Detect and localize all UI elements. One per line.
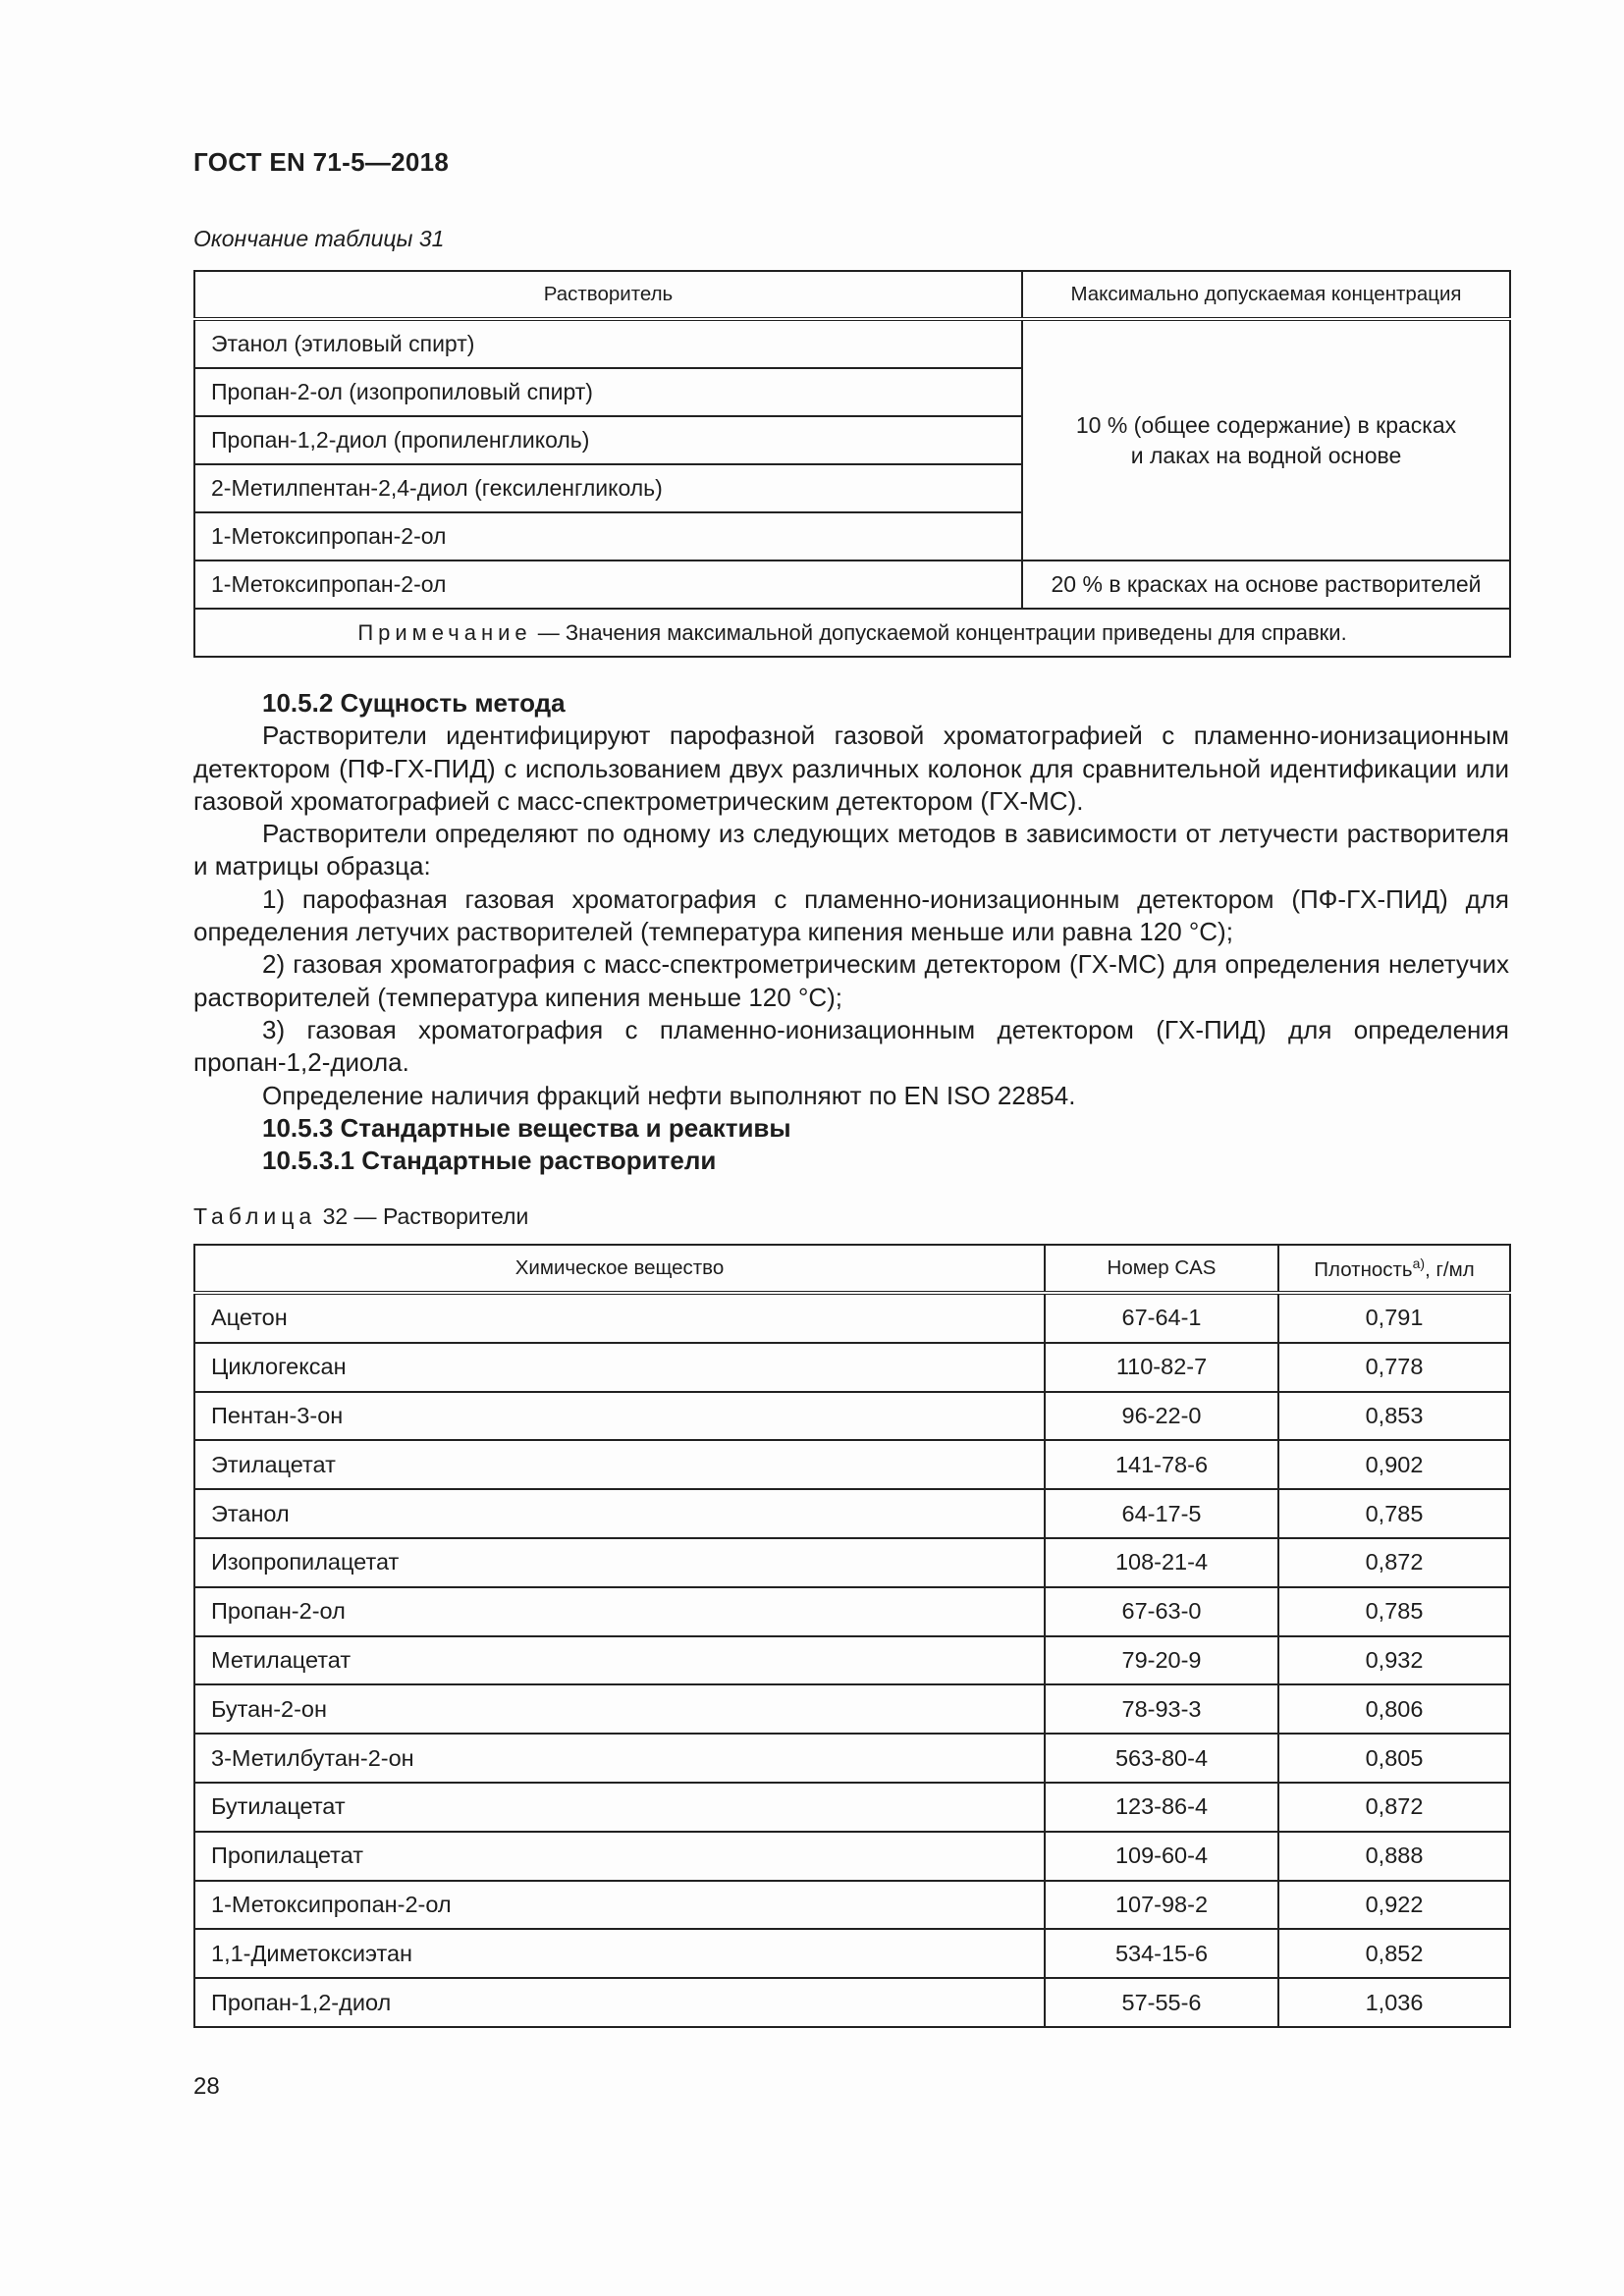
density-cell: 0,872: [1278, 1783, 1510, 1832]
table-row: [194, 1684, 1510, 1734]
cas-cell: 78-93-3: [1045, 1684, 1278, 1734]
section-heading: 10.5.3 Стандартные вещества и реактивы: [262, 1112, 791, 1143]
density-cell: 0,852: [1278, 1929, 1510, 1978]
table-note-row: [194, 609, 1510, 657]
table-row: [194, 1783, 1510, 1832]
solvent-cell: Этанол (этиловый спирт): [194, 319, 1022, 368]
substance-cell: Этанол: [194, 1489, 1045, 1538]
paragraph: Определение наличия фракций нефти выполняют по EN ISO 22854.: [262, 1080, 1076, 1110]
density-cell: 0,932: [1278, 1636, 1510, 1685]
table32-header-row: [194, 1245, 1510, 1293]
list-item: 3) газовая хроматография с пламенно-ионизационным детектором (ГХ-ПИД) для определения пропан-1,2-диола.: [193, 1014, 1509, 1078]
section-heading: 10.5.3.1 Стандартные растворители: [262, 1146, 717, 1176]
density-label: Плотность: [1314, 1257, 1413, 1281]
density-cell: 0,785: [1278, 1587, 1510, 1636]
substance-cell: Пропилацетат: [194, 1832, 1045, 1881]
table-row: [194, 1343, 1510, 1392]
cas-cell: 107-98-2: [1045, 1881, 1278, 1930]
solvent-cell: Пропан-1,2-диол (пропиленгликоль): [194, 416, 1022, 464]
density-cell: 0,902: [1278, 1440, 1510, 1489]
table-31: [193, 270, 1511, 658]
substance-cell: Пропан-2-ол: [194, 1587, 1045, 1636]
cas-cell: 109-60-4: [1045, 1832, 1278, 1881]
concentration-cell: [1022, 319, 1510, 561]
header-density: [1278, 1245, 1510, 1293]
page-number: 28: [193, 2073, 220, 2100]
cas-cell: 123-86-4: [1045, 1783, 1278, 1832]
substance-cell: 3-Метилбутан-2-он: [194, 1734, 1045, 1783]
table-row: [194, 1929, 1510, 1978]
table-row: [194, 1489, 1510, 1538]
density-cell: 0,791: [1278, 1293, 1510, 1343]
cas-cell: 64-17-5: [1045, 1489, 1278, 1538]
substance-cell: Пропан-1,2-диол: [194, 1978, 1045, 2027]
table-row: [194, 1538, 1510, 1587]
body-text: [193, 687, 1509, 1177]
caption-title: 32 — Растворители: [316, 1203, 529, 1229]
paragraph: Растворители определяют по одному из следующих методов в зависимости от летучести растворителя и матрицы образца:: [193, 819, 1509, 881]
solvent-cell: 1-Метоксипропан-2-ол: [194, 561, 1022, 609]
cas-cell: 67-63-0: [1045, 1587, 1278, 1636]
caption-label: Таблица: [193, 1203, 317, 1229]
solvent-cell: Пропан-2-ол (изопропиловый спирт): [194, 368, 1022, 416]
cas-cell: 141-78-6: [1045, 1440, 1278, 1489]
table-row: [194, 1293, 1510, 1343]
cas-cell: 67-64-1: [1045, 1293, 1278, 1343]
substance-cell: 1-Метоксипропан-2-ол: [194, 1881, 1045, 1930]
cas-cell: 96-22-0: [1045, 1392, 1278, 1441]
list-item: 2) газовая хроматография с масс-спектрометрическим детектором (ГХ-МС) для определения нелетучих растворителей (температура кипения меньше 120 °С);: [193, 949, 1509, 1012]
density-cell: 0,805: [1278, 1734, 1510, 1783]
cas-cell: 534-15-6: [1045, 1929, 1278, 1978]
list-item: 1) парофазная газовая хроматография с пламенно-ионизационным детектором (ПФ-ГХ-ПИД) для определения летучих растворителей (температура кипения меньше или равна 120 °С);: [193, 883, 1509, 947]
footnote-marker: а): [1412, 1255, 1426, 1271]
table32-caption: [193, 1203, 528, 1230]
substance-cell: Ацетон: [194, 1293, 1045, 1343]
density-cell: 0,922: [1278, 1881, 1510, 1930]
density-cell: 0,785: [1278, 1489, 1510, 1538]
substance-cell: 1,1-Диметоксиэтан: [194, 1929, 1045, 1978]
table-row: [194, 561, 1510, 609]
table-row: [194, 1881, 1510, 1930]
table-row: [194, 319, 1510, 368]
density-cell: 0,778: [1278, 1343, 1510, 1392]
concentration-line: 10 % (общее содержание) в красках: [1075, 411, 1457, 438]
cas-cell: 110-82-7: [1045, 1343, 1278, 1392]
table-32: [193, 1244, 1511, 2028]
table-row: [194, 1587, 1510, 1636]
header-max-concentration: Максимально допускаемая концентрация: [1022, 271, 1510, 319]
density-unit: , г/мл: [1425, 1257, 1475, 1281]
substance-cell: Этилацетат: [194, 1440, 1045, 1489]
table31-header-row: [194, 271, 1510, 319]
table-row: [194, 1440, 1510, 1489]
table-row: [194, 1832, 1510, 1881]
paragraph: Растворители идентифицируют парофазной газовой хроматографией с пламенно-ионизационным детектором (ПФ-ГХ-ПИД) с использованием двух различных колонок для сравнительной идентификации или газовой хроматографией с масс-спектрометрическим детектором (ГХ-МС).: [193, 721, 1509, 816]
header-cas: Номер CAS: [1045, 1245, 1278, 1293]
header-solvent: Растворитель: [194, 271, 1022, 319]
density-cell: 0,806: [1278, 1684, 1510, 1734]
density-cell: 0,888: [1278, 1832, 1510, 1881]
section-heading: 10.5.2 Сущность метода: [262, 688, 566, 718]
substance-cell: Изопропилацетат: [194, 1538, 1045, 1587]
cas-cell: 563-80-4: [1045, 1734, 1278, 1783]
cas-cell: 108-21-4: [1045, 1538, 1278, 1587]
concentration-cell: 20 % в красках на основе растворителей: [1022, 561, 1510, 609]
concentration-line: и лаках на водной основе: [1130, 442, 1402, 468]
header-substance: Химическое вещество: [194, 1245, 1045, 1293]
substance-cell: Метилацетат: [194, 1636, 1045, 1685]
substance-cell: Циклогексан: [194, 1343, 1045, 1392]
solvent-cell: 2-Метилпентан-2,4-диол (гексиленгликоль): [194, 464, 1022, 512]
solvent-cell: 1-Метоксипропан-2-ол: [194, 512, 1022, 561]
density-cell: 0,872: [1278, 1538, 1510, 1587]
table31-caption: Окончание таблицы 31: [193, 226, 445, 251]
table-note: [194, 609, 1510, 657]
table-row: [194, 1978, 1510, 2027]
note-label: Примечание: [357, 619, 532, 645]
table32-body: [194, 1293, 1510, 2027]
density-cell: 0,853: [1278, 1392, 1510, 1441]
table-row: [194, 1734, 1510, 1783]
cas-cell: 57-55-6: [1045, 1978, 1278, 2027]
table-row: [194, 1636, 1510, 1685]
substance-cell: Пентан-3-он: [194, 1392, 1045, 1441]
note-text: — Значения максимальной допускаемой концентрации приведены для справки.: [531, 619, 1347, 645]
cas-cell: 79-20-9: [1045, 1636, 1278, 1685]
substance-cell: Бутилацетат: [194, 1783, 1045, 1832]
substance-cell: Бутан-2-он: [194, 1684, 1045, 1734]
document-header: ГОСТ EN 71-5—2018: [193, 147, 450, 177]
density-cell: 1,036: [1278, 1978, 1510, 2027]
table-row: [194, 1392, 1510, 1441]
